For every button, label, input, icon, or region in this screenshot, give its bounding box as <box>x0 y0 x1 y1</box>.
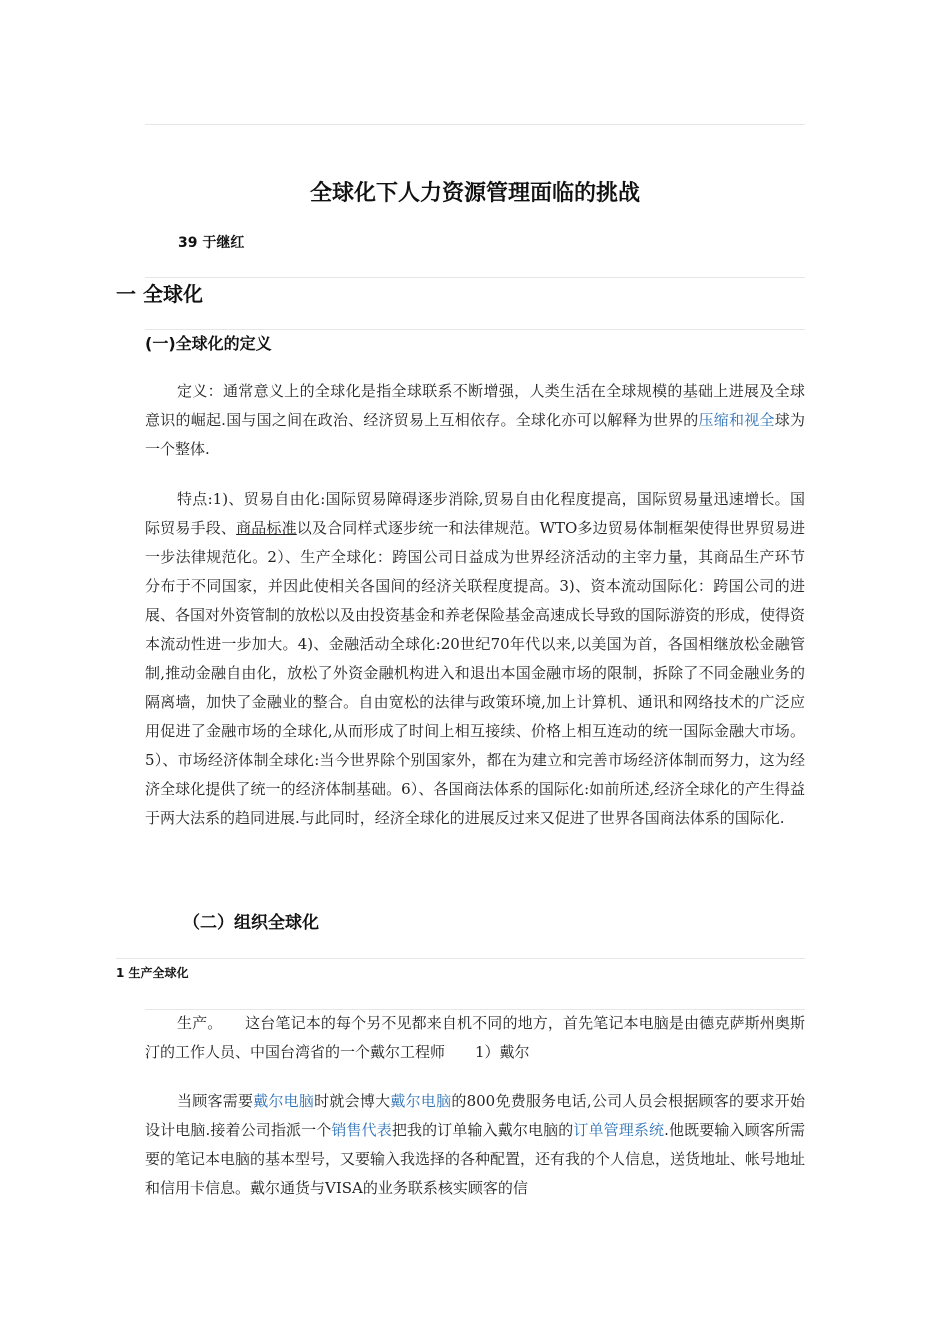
commodity-standard-link[interactable]: 商品标准 <box>236 519 297 537</box>
features-text: 特点:1)、贸易自由化:国际贸易障碍逐步消除,贸易自由化程度提高，国际贸易量迅速增长。国际贸易手段、 <box>145 490 805 537</box>
divider <box>145 329 805 330</box>
subsubsection-heading-production: 1 生产全球化 <box>116 966 189 980</box>
sales-rep-link[interactable]: 销售代表 <box>331 1121 392 1139</box>
subsection-heading-organization: （二）组织全球化 <box>183 913 319 933</box>
dell-text: 把我的订单输入戴尔电脑的 <box>391 1121 574 1139</box>
definition-link[interactable]: 压缩和视全 <box>698 411 775 429</box>
dell-computer-link[interactable]: 戴尔电脑 <box>390 1092 452 1110</box>
section-heading-globalization: 一 全球化 <box>116 282 203 306</box>
features-paragraph <box>145 485 805 833</box>
dell-text: 当顾客需要 <box>177 1092 254 1110</box>
divider <box>145 277 805 278</box>
document-title: 全球化下人力资源管理面临的挑战 <box>309 181 640 206</box>
dell-text: 时就会博大 <box>314 1092 391 1110</box>
subsection-heading-definition: (一)全球化的定义 <box>145 334 272 353</box>
dell-text: .他既要输入顾客所需要的笔记本电脑的基本型号，又要输入我选择的各种配置，还有我的个人信息，送货地址、帐号地址和信用卡信息。戴尔通货与VISA的业务联系核实顾客的信 <box>145 1121 806 1197</box>
divider <box>116 958 805 959</box>
definition-text: 定义：通常意义上的全球化是指全球联系不断增强，人类生活在全球规模的基础上进展及全球意识的崛起.国与国之间在政治、经济贸易上互相依存。全球化亦可以解释为世界的 <box>145 382 805 429</box>
definition-paragraph <box>145 377 805 464</box>
dell-computer-link[interactable]: 戴尔电脑 <box>253 1092 315 1110</box>
definition-text-end: 球为一个整体. <box>145 411 805 458</box>
features-text-rest: 以及合同样式逐步统一和法律规范。WTO多边贸易体制框架使得世界贸易进一步法律规范化。2）、生产全球化：跨国公司日益成为世界经济活动的主宰力量，其商品生产环节分布于不同国家，并因此使相关各国间的经济关联程度提高。3)、资本流动国际化：跨国公司的进展、各国对外资管制的放松以及由投资基金和养老保险基金高速成长导致的国际游资的形成，使得资本流动性进一步加大。4)、金融活动全球化:20世纪70年代以来,以美国为首，各国相继放松金融管制,推动金融自由化，放松了外资金融机构进入和退出本国金融市场的限制，拆除了不同金融业务的隔离墙，加快了金融业的整合。自由宽松的法律与政策环境,加上计算机、通讯和网络技术的广泛应用促进了金融市场的全球化,从而形成了时间上相互接续、价格上相互连动的统一国际金融大市场。5）、市场经济体制全球化:当今世界除个别国家外，都在为建立和完善市场经济体制而努力，这为经济全球化提供了统一的经济体制基础。6）、各国商法体系的国际化:如前所述,经济全球化的产生得益于两大法系的趋同进展.与此同时，经济全球化的进展反过来又促进了世界各国商法体系的国际化. <box>145 519 806 827</box>
dell-paragraph <box>145 1087 805 1203</box>
top-divider <box>145 124 805 125</box>
production-paragraph: 生产。 这台笔记本的每个另不见都来自机不同的地方，首先笔记本电脑是由德克萨斯州奥斯汀的工作人员、中国台湾省的一个戴尔工程师 1）戴尔 <box>145 1014 805 1061</box>
order-management-link[interactable]: 订单管理系统 <box>573 1121 665 1139</box>
dell-text: 的800免费服务电话,公司人员会根据顾客的要求开始设计电脑.接着公司指派一个 <box>145 1092 805 1139</box>
author-line: 39 于继红 <box>178 235 245 251</box>
